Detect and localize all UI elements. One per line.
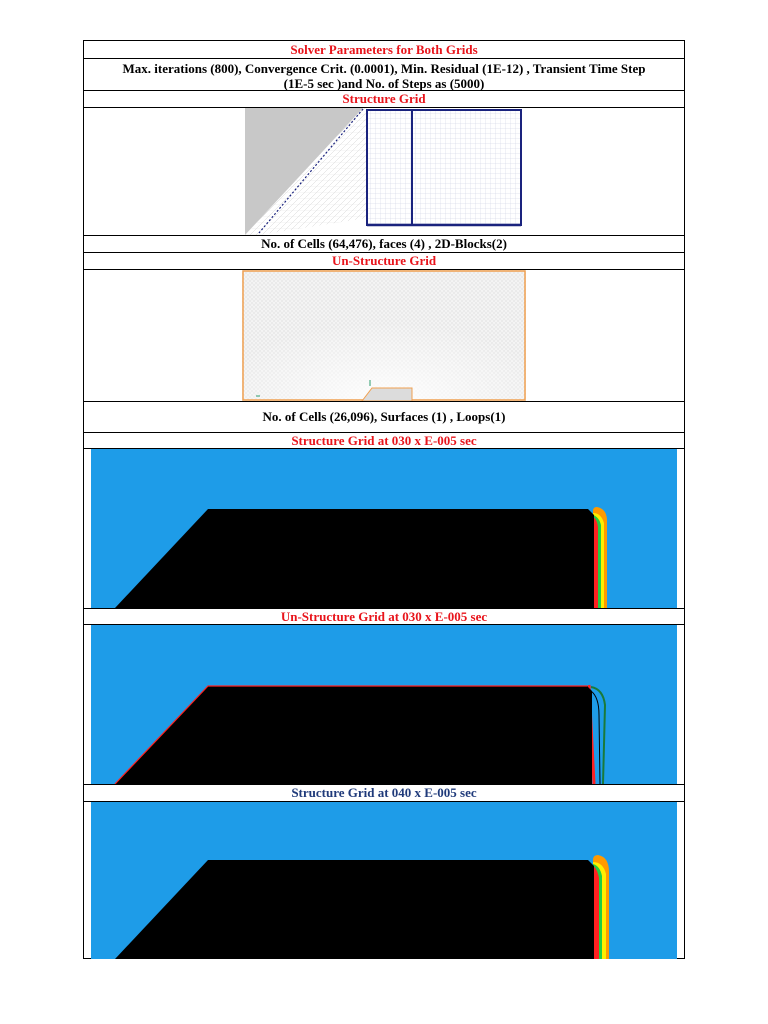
structure-grid-image-cell xyxy=(84,108,684,236)
structure-grid-title: Structure Grid xyxy=(84,91,684,108)
unstructure-grid-mesh xyxy=(242,270,526,401)
sim3-image-cell xyxy=(84,802,684,959)
structure-grid-mesh xyxy=(245,108,523,235)
sim2-contour-plot xyxy=(91,625,677,784)
structure-grid-stats: No. of Cells (64,476), faces (4) , 2D-Blocks(2) xyxy=(84,236,684,253)
sim1-title: Structure Grid at 030 x E-005 sec xyxy=(84,433,684,449)
sim1-image-cell xyxy=(84,449,684,609)
unstructure-grid-image-cell xyxy=(84,270,684,402)
document-table xyxy=(83,40,685,959)
unstructure-grid-title: Un-Structure Grid xyxy=(84,253,684,270)
sim2-image-cell xyxy=(84,625,684,785)
sim3-title: Structure Grid at 040 x E-005 sec xyxy=(84,785,684,802)
sim1-contour-plot xyxy=(91,449,677,608)
sim3-contour-plot xyxy=(91,802,677,959)
unstructure-grid-stats: No. of Cells (26,096), Surfaces (1) , Loops(1) xyxy=(84,402,684,433)
solver-params-title: Solver Parameters for Both Grids xyxy=(84,41,684,59)
sim2-title: Un-Structure Grid at 030 x E-005 sec xyxy=(84,609,684,625)
solver-params-text: Max. iterations (800), Convergence Crit. (0.0001), Min. Residual (1E-12) , Transient Time Step (1E-5 sec )and No. of Steps as (5000) xyxy=(84,59,684,91)
